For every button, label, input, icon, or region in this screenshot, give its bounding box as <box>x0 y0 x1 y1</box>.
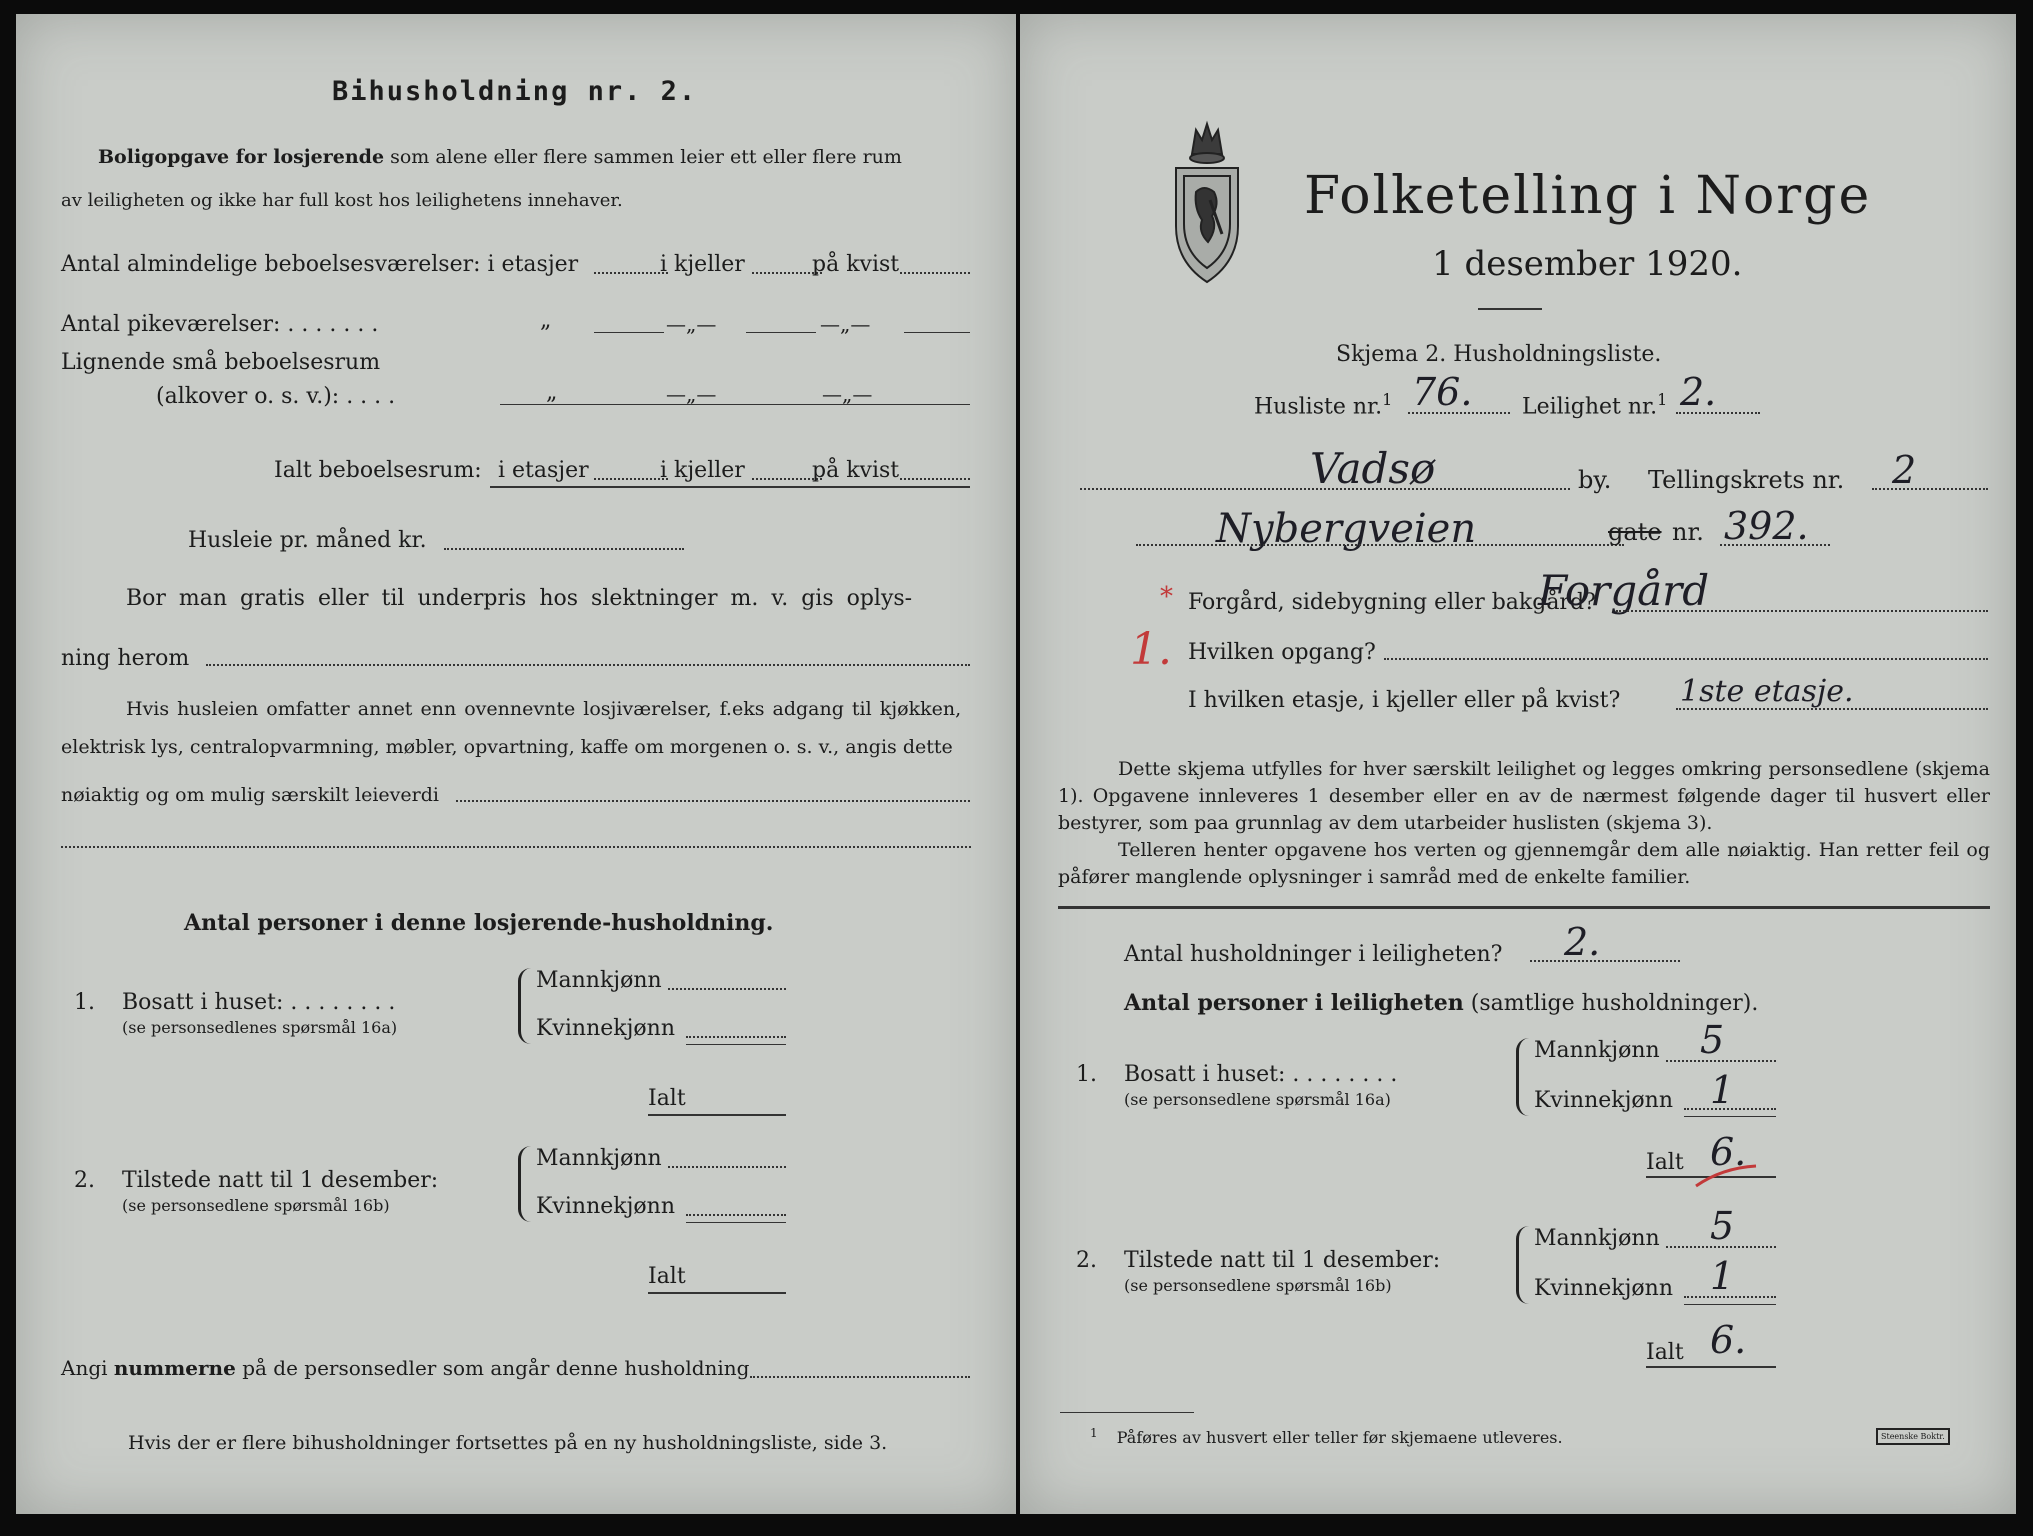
nr-label: nr. <box>1672 518 1704 546</box>
ialt-bebo-label: Ialt beboelsesrum: <box>274 458 482 483</box>
bor-man-2: ning herom <box>61 646 190 671</box>
hvis-3: nøiaktig og om mulig særskilt leieverdi <box>61 784 439 806</box>
q2-label: Tilstede natt til 1 desember: <box>122 1168 439 1193</box>
street-nr-value[interactable]: 392. <box>1724 504 1809 548</box>
tellingskrets-value[interactable]: 2 <box>1892 448 1917 492</box>
q1-ialt-label: Ialt <box>1646 1150 1684 1175</box>
ditto-mark: „ <box>546 380 558 405</box>
q2-ialt-value[interactable]: 6. <box>1710 1318 1747 1362</box>
intro-rest-1: som alene eller flere sammen leier ett eller flere rum <box>390 146 902 168</box>
i-kjeller-label: i kjeller <box>660 252 745 277</box>
q2-mann-value[interactable]: 5 <box>1710 1204 1735 1248</box>
ditto-dash: —„— <box>820 312 871 336</box>
by-label: by. <box>1578 466 1612 494</box>
lignende-line[interactable] <box>500 404 970 405</box>
q1-kvinne-field <box>1684 1108 1776 1110</box>
q2-number: 2. <box>74 1168 95 1193</box>
tellingskrets-label: Tellingskrets nr. <box>1648 466 1845 494</box>
forgard-field <box>1616 610 1988 612</box>
q1-sub: (se personsedlenes spørsmål 16a) <box>122 1018 398 1037</box>
pa-kvist-label: på kvist <box>812 252 900 277</box>
q2-kvinne-field <box>1684 1296 1776 1298</box>
red-correction-mark-icon <box>1692 1162 1762 1192</box>
husliste-value[interactable]: 76. <box>1412 370 1473 414</box>
bor-man-field[interactable] <box>206 664 970 666</box>
leilighet-value[interactable]: 2. <box>1680 370 1717 414</box>
forgard-question: Forgård, sidebygning eller bakgård? <box>1188 590 1596 615</box>
ditto-dash: —„— <box>666 312 717 336</box>
city-field <box>1080 488 1570 490</box>
q2-mann-field <box>1666 1246 1776 1248</box>
q2-mann-label: Mannkjønn <box>536 1146 662 1171</box>
footnote-marker: 1 <box>1090 1426 1098 1440</box>
q1-sum-line <box>1684 1116 1776 1117</box>
q1-mann-label: Mannkjønn <box>1534 1038 1660 1063</box>
pa-kvist-label: på kvist <box>812 458 900 483</box>
q2-sum-line <box>686 1222 786 1223</box>
q2-brace <box>1516 1226 1529 1304</box>
q2-kvinne-value[interactable]: 1 <box>1710 1254 1735 1298</box>
hvis-1: Hvis husleien omfatter annet enn ovennevnte losjiværelser, f.eks adgang til kjøkken, <box>126 698 962 720</box>
antal-personer-bold: Antal personer i leiligheten <box>1124 990 1464 1016</box>
etasjer-field[interactable] <box>594 272 668 274</box>
intro-rest-2: av leiligheten og ikke har full kost hos leilighetens innehaver. <box>61 190 623 211</box>
q1-kvinne-field[interactable] <box>686 1036 786 1038</box>
q2-label: Tilstede natt til 1 desember: <box>1124 1248 1441 1273</box>
q2-kvinne-label: Kvinnekjønn <box>1534 1276 1673 1301</box>
opgang-question: Hvilken opgang? <box>1188 640 1376 665</box>
q2-sum-line <box>1684 1304 1776 1305</box>
right-page <box>1020 14 2016 1514</box>
angi-bold: nummerne <box>113 1356 236 1380</box>
q2-ialt-label: Ialt <box>648 1264 686 1289</box>
angi-2: på de personsedler som angår denne husholdning <box>242 1356 750 1380</box>
forgard-value[interactable]: Forgård <box>1538 566 1710 615</box>
angi-field[interactable] <box>750 1376 970 1378</box>
ditto-dash: —„— <box>822 382 873 406</box>
q2-sub: (se personsedlene spørsmål 16b) <box>122 1196 390 1215</box>
tellingskrets-field <box>1872 488 1988 490</box>
leilighet-field <box>1676 412 1760 414</box>
ialt-underline <box>490 486 970 488</box>
footnote-text: Påføres av husvert eller teller før skjemaene utleveres. <box>1116 1428 1563 1448</box>
ditto-dash: —„— <box>666 382 717 406</box>
husliste-field <box>1408 412 1510 414</box>
q2-ialt-line[interactable] <box>648 1292 786 1294</box>
antal-alm-label: Antal almindelige beboelsesværelser: i etasjer <box>61 252 579 277</box>
ditto-mark: „ <box>540 308 552 333</box>
city-value[interactable]: Vadsø <box>1310 444 1436 493</box>
q1-sub: (se personsedlene spørsmål 16a) <box>1124 1090 1391 1109</box>
bihusholdning-title: Bihusholdning nr. 2. <box>332 76 698 107</box>
street-value[interactable]: Nybergveien <box>1216 506 1477 552</box>
census-date: 1 desember 1920. <box>1432 244 1743 284</box>
q2-number: 2. <box>1076 1248 1097 1273</box>
q1-ialt-line[interactable] <box>648 1114 786 1116</box>
left-page <box>16 14 1016 1514</box>
q1-kvinne-label: Kvinnekjønn <box>536 1016 675 1041</box>
q1-label: Bosatt i huset: . . . . . . . . <box>122 990 396 1015</box>
i-kjeller-label: i kjeller <box>660 458 745 483</box>
q1-mann-label: Mannkjønn <box>536 968 662 993</box>
title-rule <box>1478 308 1542 310</box>
q2-kvinne-label: Kvinnekjønn <box>536 1194 675 1219</box>
instructions-2: Telleren henter opgavene hos verten og gjennemgår dem alle nøiaktig. Han retter feil og påfører manglende oplysninger i samråd med de enkelte familier. <box>1058 839 1990 888</box>
instructions-1: Dette skjema utfylles for hver særskilt leilighet og legges omkring personsedlene (skjema 1). Opgavene innleveres 1 desember eller en av de nærmest følgende dager til husvert eller bestyrer, som paa grunnlag av dem utarbeider huslisten (skjema 3). <box>1058 758 1990 834</box>
q1-ialt-value[interactable]: 6. <box>1710 1130 1747 1174</box>
opgang-field[interactable] <box>1384 658 1988 660</box>
q2-kvinne-field[interactable] <box>686 1214 786 1216</box>
footnote-marker: 1 <box>1382 390 1393 409</box>
folketelling-title: Folketelling i Norge <box>1304 166 1872 226</box>
antal-husholdninger-field <box>1530 960 1680 962</box>
printer-stamp: Steenske Boktr. <box>1876 1428 1950 1445</box>
etasje-value[interactable]: 1ste etasje. <box>1680 674 1854 709</box>
leieverdi-field[interactable] <box>456 800 970 802</box>
etasje-question: I hvilken etasje, i kjeller eller på kvist? <box>1188 688 1621 713</box>
margin-mark: 1. <box>1130 624 1172 675</box>
skjema-label: Skjema 2. Husholdningsliste. <box>1336 342 1662 367</box>
q2-mann-field[interactable] <box>668 1166 786 1168</box>
q2-sub: (se personsedlene spørsmål 16b) <box>1124 1276 1392 1295</box>
q2-mann-label: Mannkjønn <box>1534 1226 1660 1251</box>
q2-brace <box>518 1146 531 1222</box>
q1-brace <box>518 968 531 1044</box>
footnote-marker: 1 <box>1657 390 1668 409</box>
husliste-label: Husliste nr. <box>1254 394 1383 420</box>
coat-of-arms-icon <box>1170 116 1244 286</box>
asterisk-mark: * <box>1160 582 1173 612</box>
ialt-etasjer-field[interactable] <box>594 478 668 480</box>
bor-man-1: Bor man gratis eller til underpris hos slektninger m. v. gis oplys- <box>126 586 913 611</box>
pike-etasjer-line[interactable] <box>594 332 664 333</box>
pike-kvist-line[interactable] <box>904 332 970 333</box>
antal-husholdninger-label: Antal husholdninger i leiligheten? <box>1124 942 1503 967</box>
left-footer: Hvis der er flere bihusholdninger fortsettes på en ny husholdningsliste, side 3. <box>128 1432 888 1454</box>
q1-number: 1. <box>1076 1062 1097 1087</box>
i-etasjer-label: i etasjer <box>498 458 589 483</box>
leieverdi-field-2[interactable] <box>61 846 971 848</box>
q1-mann-field <box>1666 1060 1776 1062</box>
husleie-field[interactable] <box>444 548 684 550</box>
q1-mann-field[interactable] <box>668 988 786 990</box>
street-nr-field <box>1720 544 1830 546</box>
q1-ialt-label: Ialt <box>648 1086 686 1111</box>
q1-kvinne-value[interactable]: 1 <box>1710 1068 1735 1112</box>
antal-husholdninger-value[interactable]: 2. <box>1564 920 1601 964</box>
pike-kjeller-line[interactable] <box>746 332 816 333</box>
q1-label: Bosatt i huset: . . . . . . . . <box>1124 1062 1398 1087</box>
footnote-rule <box>1060 1412 1194 1413</box>
q1-brace <box>1516 1038 1529 1116</box>
ialt-kvist-field[interactable] <box>900 478 970 480</box>
q1-mann-value[interactable]: 5 <box>1700 1018 1725 1062</box>
intro-bold: Boligopgave for losjerende <box>98 146 385 168</box>
section-rule <box>1058 906 1990 909</box>
antal-personer-rest: (samtlige husholdninger). <box>1470 991 1759 1016</box>
hvis-2: elektrisk lys, centralopvarmning, møbler, opvartning, kaffe om morgenen o. s. v., angis dette <box>61 736 953 758</box>
antal-personer-heading: Antal personer i denne losjerende-husholdning. <box>184 910 774 936</box>
husleie-label: Husleie pr. måned kr. <box>188 528 427 553</box>
lignende-label-2: (alkover o. s. v.): . . . . <box>156 384 396 409</box>
leilighet-label: Leilighet nr. <box>1522 394 1658 420</box>
q1-kvinne-label: Kvinnekjønn <box>1534 1088 1673 1113</box>
gate-label: gate <box>1608 518 1662 546</box>
q1-sum-line <box>686 1044 786 1045</box>
lignende-label-1: Lignende små beboelsesrum <box>61 350 381 375</box>
etasje-field <box>1676 708 1988 710</box>
antal-pike-label: Antal pikeværelser: . . . . . . . <box>61 312 379 337</box>
q2-ialt-label: Ialt <box>1646 1340 1684 1365</box>
q2-ialt-line <box>1646 1366 1776 1368</box>
q1-number: 1. <box>74 990 95 1015</box>
angi-1: Angi <box>61 1356 108 1380</box>
kvist-field[interactable] <box>900 272 970 274</box>
street-field <box>1136 544 1624 546</box>
